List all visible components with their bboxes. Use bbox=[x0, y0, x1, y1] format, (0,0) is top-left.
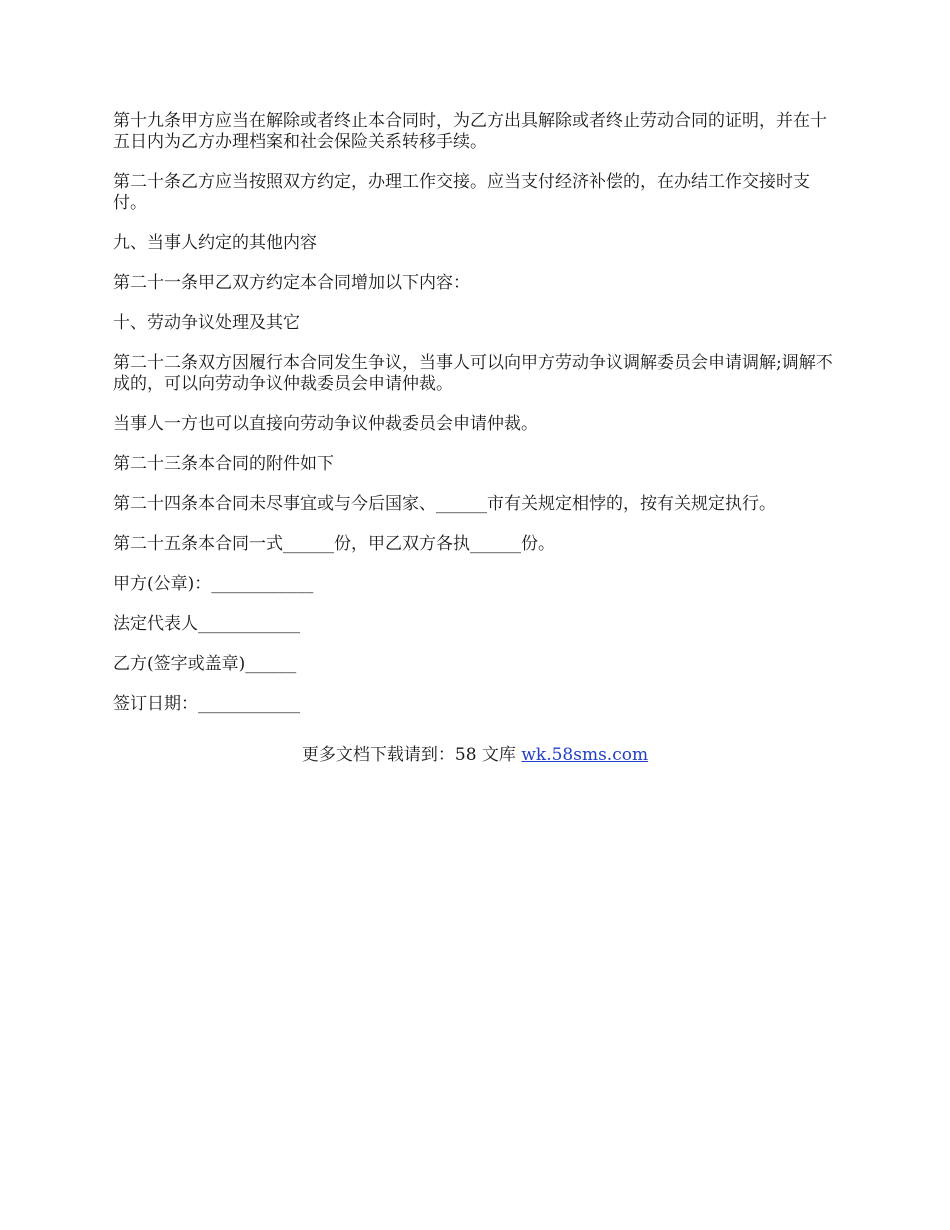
clause-19: 第十九条甲方应当在解除或者终止本合同时，为乙方出具解除或者终止劳动合同的证明，并在十五日内为乙方办理档案和社会保险关系转移手续。 bbox=[113, 111, 827, 152]
clause-23: 第二十三条本合同的附件如下 bbox=[113, 454, 334, 474]
section-heading-9: 九、当事人约定的其他内容 bbox=[113, 233, 317, 253]
party-a-seal-line: 甲方(公章)：____________ bbox=[113, 574, 314, 594]
legal-representative-line: 法定代表人____________ bbox=[113, 614, 300, 634]
clause-21: 第二十一条甲乙双方约定本合同增加以下内容： bbox=[113, 273, 470, 293]
signing-date-line: 签订日期：____________ bbox=[113, 694, 300, 714]
clause-25: 第二十五条本合同一式______份，甲乙双方各执______份。 bbox=[113, 534, 555, 554]
footer-prefix: 更多文档下载请到：58 文库 bbox=[301, 745, 522, 765]
clause-24: 第二十四条本合同未尽事宜或与今后国家、______市有关规定相悖的，按有关规定执行。 bbox=[113, 494, 776, 514]
document-body bbox=[113, 111, 843, 734]
section-heading-10: 十、劳动争议处理及其它 bbox=[113, 313, 300, 333]
clause-22-supplement: 当事人一方也可以直接向劳动争议仲裁委员会申请仲裁。 bbox=[113, 414, 538, 434]
download-footer bbox=[0, 745, 950, 766]
clause-20: 第二十条乙方应当按照双方约定，办理工作交接。应当支付经济补偿的，在办结工作交接时支付。 bbox=[113, 172, 810, 213]
party-b-signature-line: 乙方(签字或盖章)______ bbox=[113, 654, 297, 674]
clause-22: 第二十二条双方因履行本合同发生争议，当事人可以向甲方劳动争议调解委员会申请调解;调解不成的，可以向劳动争议仲裁委员会申请仲裁。 bbox=[113, 353, 833, 394]
footer-link[interactable]: wk.58sms.com bbox=[521, 745, 649, 765]
